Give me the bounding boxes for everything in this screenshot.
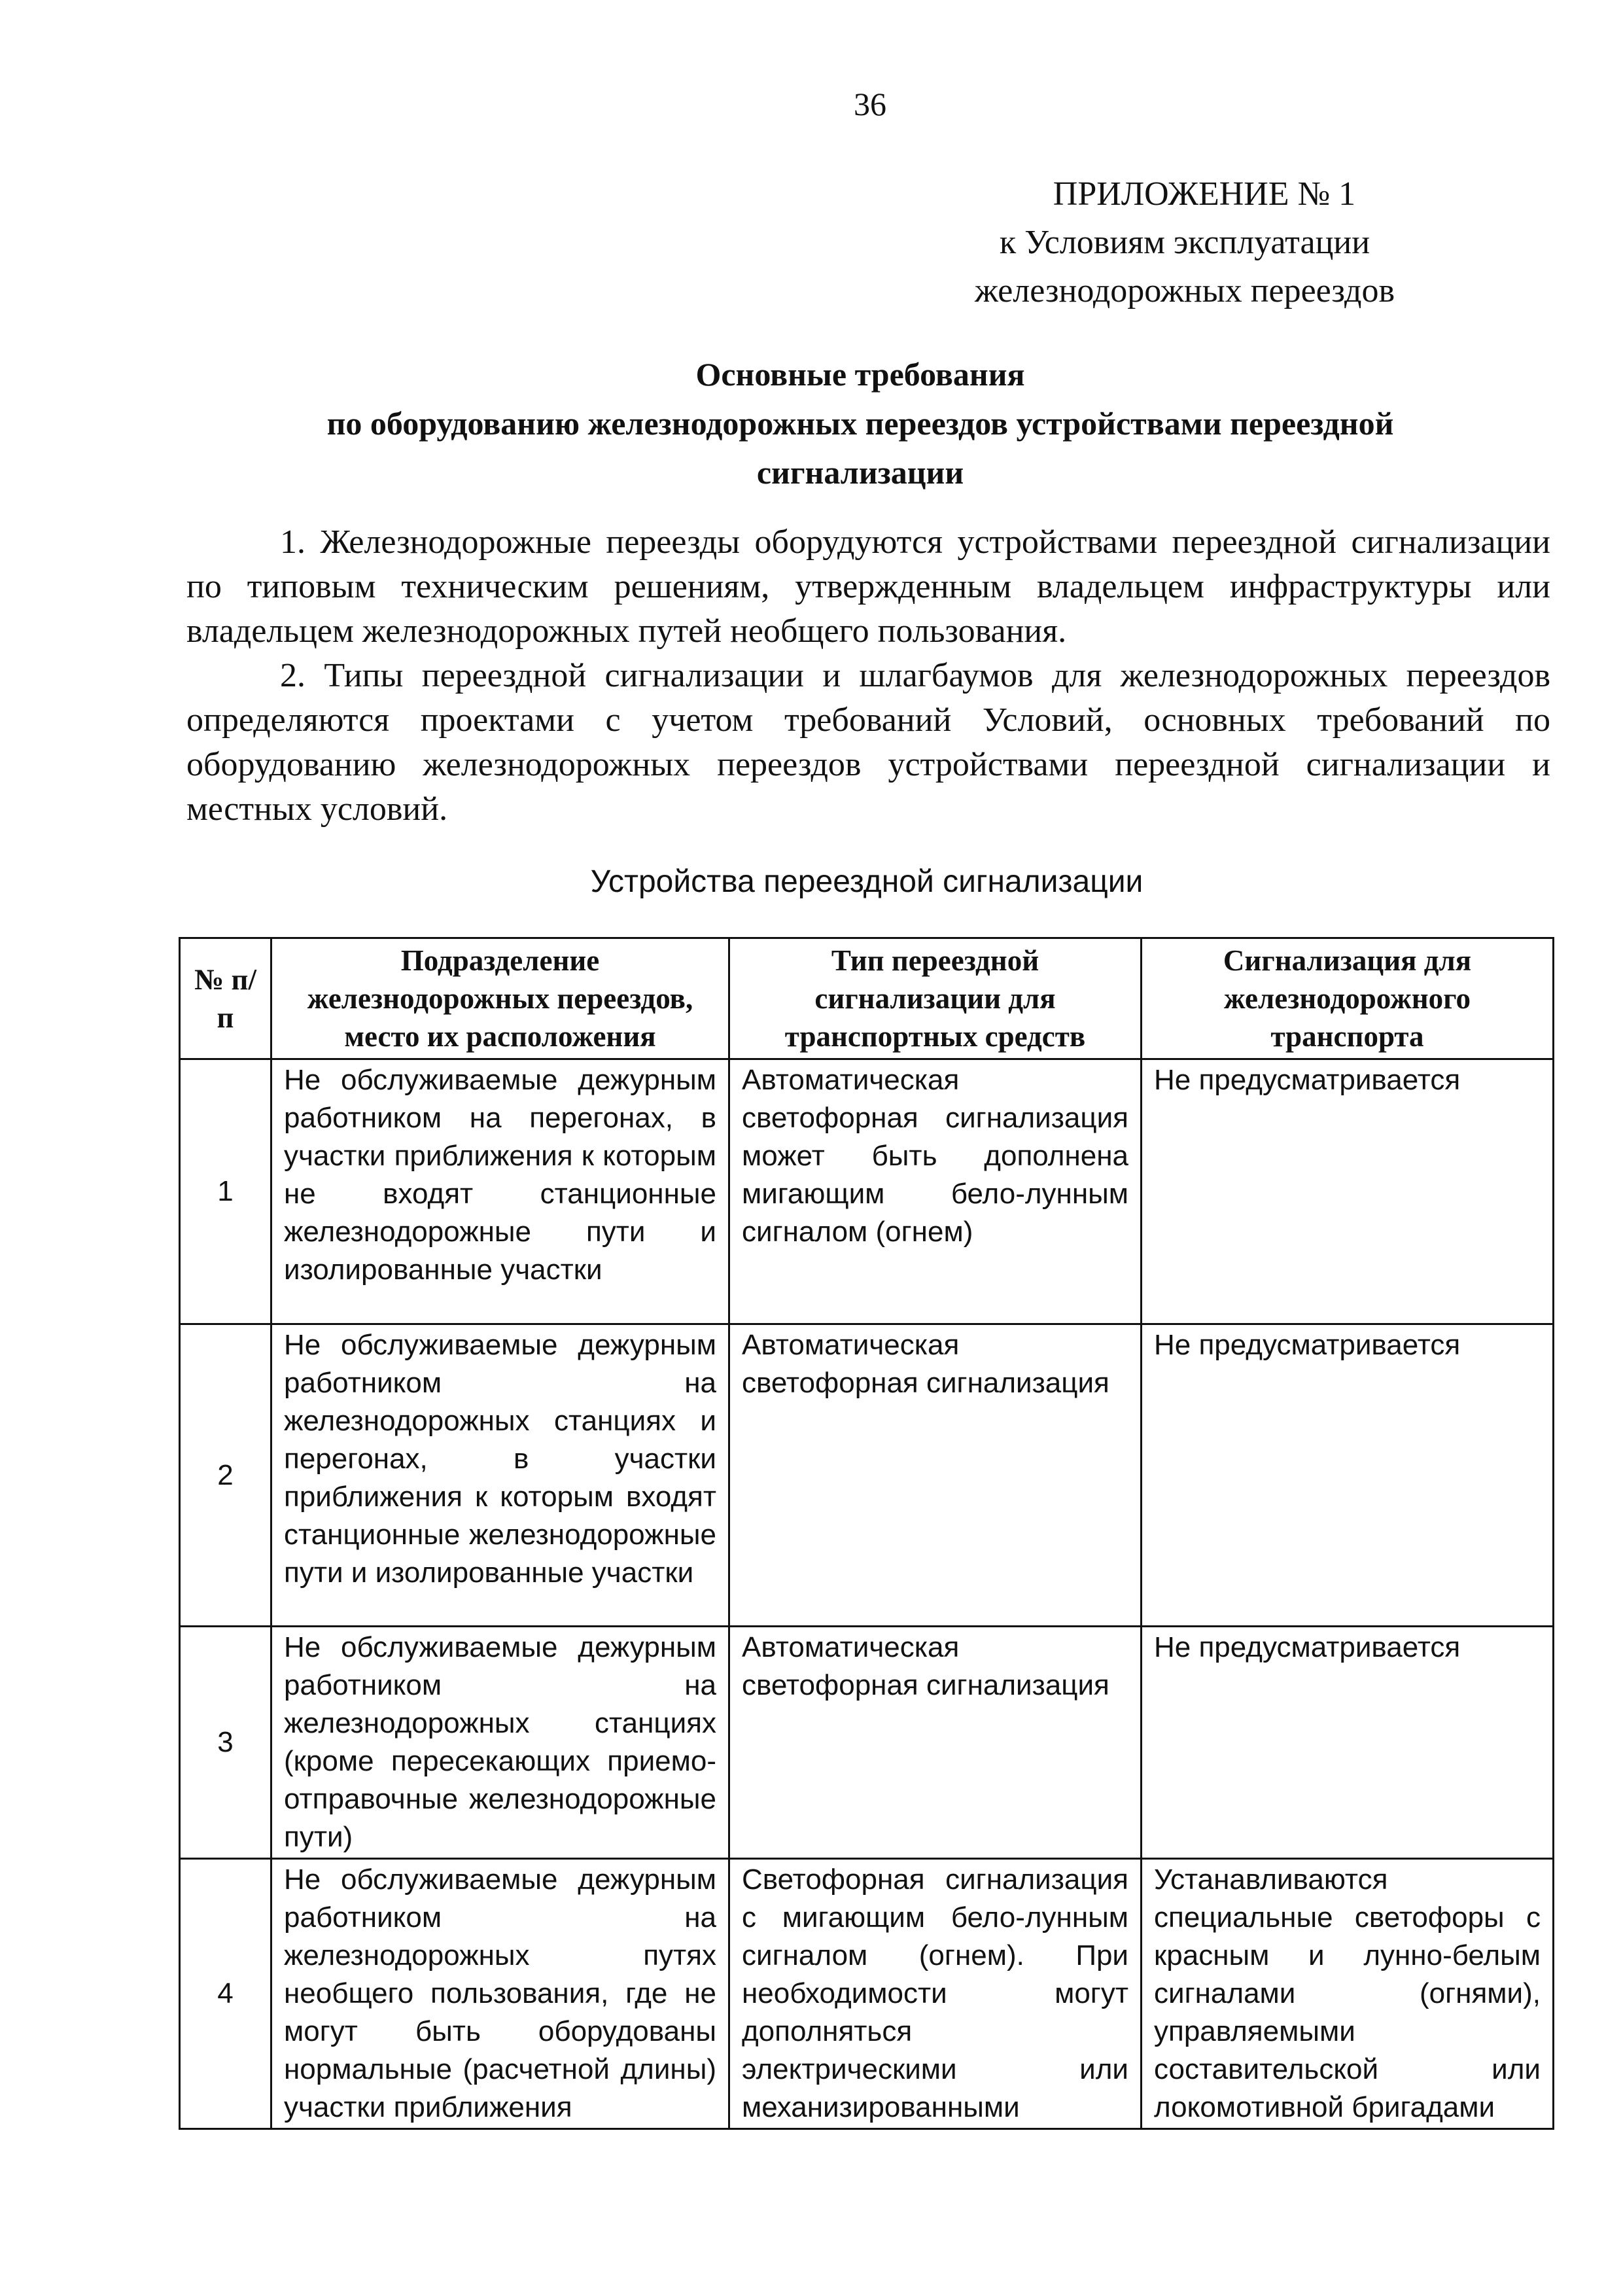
appendix-subtitle-line1: к Условиям эксплуатации bbox=[999, 224, 1370, 261]
cell-signal-type: Светофорная сигнализация с мигающим бело-лунным сигналом (огнем). При необходимости могут дополняться электрическими или механизированными bbox=[729, 1859, 1142, 2129]
paragraph-2: 2. Типы переездной сигнализации и шлагбаумов для железнодорожных переездов определяются проектами с учетом требований Условий, основных требований по оборудованию железнодорожных переездов устройствами переездной сигнализации и местных условий. bbox=[186, 657, 1550, 828]
table-row bbox=[180, 1859, 1554, 2129]
cell-railway-signal: Не предусматривается bbox=[1142, 1324, 1554, 1627]
cell-subdivision: Не обслуживаемые дежурным работником на железнодорожных путях необщего пользования, где не могут быть оборудованы нормальные (расчетной длины) участки приближения bbox=[271, 1859, 729, 2129]
header-number: № п/п bbox=[180, 938, 271, 1059]
cell-signal-type: Автоматическая светофорная сигнализация bbox=[729, 1324, 1142, 1627]
page-number: 36 bbox=[854, 86, 886, 122]
appendix-subtitle-line2: железнодорожных переездов bbox=[974, 272, 1395, 309]
cell-subdivision: Не обслуживаемые дежурным работником на железнодорожных станциях (кроме пересекающих приемо-отправочные железнодорожные пути) bbox=[271, 1627, 729, 1859]
row-number: 4 bbox=[180, 1859, 271, 2129]
table-row bbox=[180, 1059, 1554, 1324]
title-line2: по оборудованию железнодорожных переездов устройствами переездной bbox=[326, 405, 1394, 442]
row-number: 2 bbox=[180, 1324, 271, 1627]
header-vehicle-signal-type: Тип переездной сигнализации для транспортных средств bbox=[729, 938, 1142, 1059]
row-number: 3 bbox=[180, 1627, 271, 1859]
cell-signal-type: Автоматическая светофорная сигнализация bbox=[729, 1627, 1142, 1859]
appendix-title: ПРИЛОЖЕНИЕ № 1 bbox=[1053, 175, 1356, 213]
cell-railway-signal: Не предусматривается bbox=[1142, 1627, 1554, 1859]
cell-subdivision: Не обслуживаемые дежурным работником на перегонах, в участки приближения к которым не входят станционные железнодорожные пути и изолированные участки bbox=[271, 1059, 729, 1324]
table-row bbox=[180, 1627, 1554, 1859]
cell-railway-signal: Устанавливаются специальные светофоры с красным и лунно-белым сигналами (огнями), управляемыми составительской или локомотивной бригадами bbox=[1142, 1859, 1554, 2129]
table-caption: Устройства переездной сигнализации bbox=[590, 864, 1143, 899]
document-title bbox=[183, 350, 1537, 497]
header-subdivision: Подразделение железнодорожных переездов, место их расположения bbox=[271, 938, 729, 1059]
title-line3: сигнализации bbox=[756, 454, 964, 491]
signaling-table bbox=[179, 937, 1554, 2130]
cell-subdivision: Не обслуживаемые дежурным работником на железнодорожных станциях и перегонах, в участки приближения к которым входят станционные железнодорожные пути и изолированные участки bbox=[271, 1324, 729, 1627]
paragraph-1: 1. Железнодорожные переезды оборудуются устройствами переездной сигнализации по типовым техническим решениям, утвержденным владельцем инфраструктуры или владельцем железнодорожных путей необщего пользования. bbox=[186, 523, 1550, 650]
title-line1: Основные требования bbox=[695, 356, 1025, 393]
table-row bbox=[180, 1324, 1554, 1627]
header-railway-signal: Сигнализация для железнодорожного транспорта bbox=[1142, 938, 1554, 1059]
row-number: 1 bbox=[180, 1059, 271, 1324]
body-text bbox=[186, 520, 1550, 832]
cell-signal-type: Автоматическая светофорная сигнализация может быть дополнена мигающим бело-лунным сигналом (огнем) bbox=[729, 1059, 1142, 1324]
table-header-row bbox=[180, 938, 1554, 1059]
appendix-header bbox=[890, 170, 1479, 315]
cell-railway-signal: Не предусматривается bbox=[1142, 1059, 1554, 1324]
